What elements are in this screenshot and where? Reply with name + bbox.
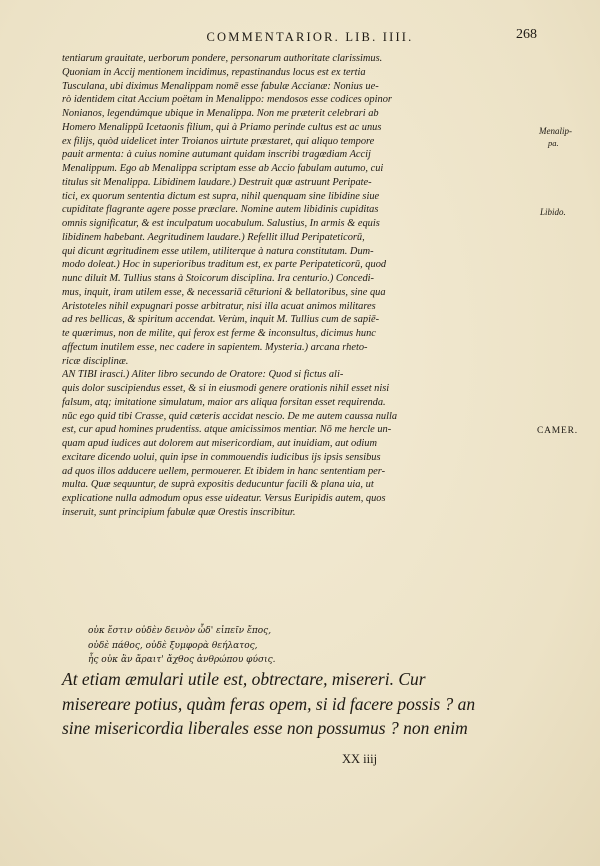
commentary-line: Aristoteles nihil expugnari posse arbitratur, nisi illa acuat animos militares [62, 300, 376, 312]
commentary-line: modo doleat.) Hoc in superioribus traditum est, ex parte Peripateticorū, quod [62, 259, 387, 271]
commentary-line: multa. Quæ sequuntur, de suprà expositis deducuntur facili & plana uia, ut [62, 479, 374, 491]
commentary-line: qui dicunt ægritudinem esse utilem, utiliterque à natura constitutam. Dum- [62, 245, 374, 257]
commentary-line: Nonianos, legendúmque ubique in Menalippa. Non me præterit celebrari ab [62, 108, 379, 119]
page-number: 268 [516, 27, 537, 42]
commentary-line: Menalippum. Ego ab Menalippa scriptam esse ab Accio fabulam autumo, cui [62, 163, 384, 174]
commentary-line: Homero Menalippū Icetaonis filium, qui à Priamo perinde cultus est ac unus [62, 121, 382, 133]
commentary-line: te quærimus, non de milite, qui ferox est ferme & inconsultus, dicimus hunc [62, 328, 376, 339]
greek-verse: οὐδὲ πάθος, οὐδὲ ξυμφορὰ θεήλατος, [88, 640, 258, 651]
commentary-line-lemma: AN TIBI irasci.) Aliter libro secundo de Oratore: Quod si fictus ali- [62, 369, 344, 381]
commentary-line: est, cur apud homines prudentiss. atque amicissimos mentiar. Nō me hercle un- [62, 424, 392, 436]
margin-note: Libido. [540, 207, 566, 217]
commentary-line: affectum inutilem esse, nec cadere in sapientem. Mysteria.) arcana rheto- [62, 341, 368, 353]
commentary-line: nunc diluit M. Tullius stans à Stoicorum disciplina. Ira centurio.) Concedi- [62, 273, 374, 284]
margin-note: Menalip- [539, 126, 572, 136]
commentary-line: mus, inquit, iram utilem esse, & necessariā cēturioni & bellatoribus, sine qua [62, 286, 386, 298]
commentary-line: Tusculana, ubi diximus Menalippam nomē esse fabulæ Accianæ: Nonius ue- [62, 80, 379, 92]
commentary-line: explicatione nulla admodum opus esse uideatur. Versus Euripidis autem, quos [62, 493, 386, 504]
commentary-line: Quoniam in Accij mentionem incidimus, repastinandus locus est ex tertia [62, 66, 366, 78]
margin-note: CAMER. [537, 426, 578, 436]
commentary-line: falsum, atq; imitatione simulatum, maior ars aliqua forsitan esset requirenda. [62, 396, 386, 408]
greek-verse: ἧς οὐκ ἂν ἄραιτ' ἄχθος ἀνθρώπου φύσις. [88, 655, 276, 665]
commentary-block [62, 52, 534, 520]
commentary-line: tici, ex quorum sententia dictum est supra, nihil quenquam sine libidine siue [62, 190, 380, 202]
commentary-line: libidinem habebant. Aegritudinem laudare.) Refellit illud Peripateticorū, [62, 231, 365, 243]
main-text-line: At etiam æmulari utile est, obtrectare, misereri. Cur [62, 669, 426, 689]
commentary-line: ad quos illos adducere uellem, permouerer. Et ibidem in hanc sententiam per- [62, 465, 386, 477]
greek-verse: οὐκ ἔστιν οὐδὲν δεινὸν ὧδ' εἰπεῖν ἔπος, [88, 626, 272, 636]
running-title: COMMENTARIOR. LIB. IIII. [206, 30, 414, 44]
commentary-line: cupiditate flagrante agere posse præclare. Nomine autem libidinis cupiditas [62, 204, 379, 216]
commentary-line: quam apud iudices aut dolorem aut misericordiam, aut inuidiam, aut odium [62, 438, 377, 449]
greek-verses [88, 624, 388, 668]
commentary-line: pauit armenta: à cuius nomine autumant quidam inscribi tragœdiam Accij [62, 149, 371, 161]
signature-mark: XX iiij [342, 752, 378, 766]
commentary-line: rò identidem citat Accium poëtam in Menalippo: mendosos esse codices opinor [62, 94, 392, 106]
main-text-block [62, 667, 542, 741]
main-text-line: misereare potius, quàm feras opem, si id facere possis ? an [62, 693, 476, 714]
commentary-line: quis dolor suscipiendus esset, & si in eiusmodi genere orationis nihil esset nisi [62, 383, 390, 394]
commentary-line: ricæ disciplinæ. [62, 355, 129, 367]
commentary-line: inseruit, sunt principium fabulæ quæ Orestis inscribitur. [62, 506, 296, 518]
main-text-line: sine misericordia liberales esse non possumus ? non enim [62, 718, 468, 738]
margin-note: pa. [548, 138, 559, 148]
commentary-line: excitare dicendo uolui, quin ipse in commouendis iudicibus ijs ipsis sensibus [62, 451, 381, 463]
commentary-line: tentiarum grauitate, uerborum pondere, personarum authoritate clarissimus. [62, 53, 383, 64]
commentary-line: titulus sit Menalippa. Libidinem laudare.) Destruit quæ astruunt Peripate- [62, 176, 372, 188]
commentary-line: ad res bellicas, & spiritum accendat. Verùm, inquit M. Tullius cum de sapiē- [62, 314, 380, 326]
commentary-line: nūc ego quid tibi Crasse, quid cæteris accidat nescio. De me autem caussa nulla [62, 410, 398, 422]
commentary-line: ex filijs, quòd uidelicet inter Troianos uirtute præstaret, qui aliquo tempore [62, 135, 375, 147]
commentary-line: omnis significatur, & est inculpatum uocabulum. Salustius, In armis & equis [62, 218, 380, 229]
